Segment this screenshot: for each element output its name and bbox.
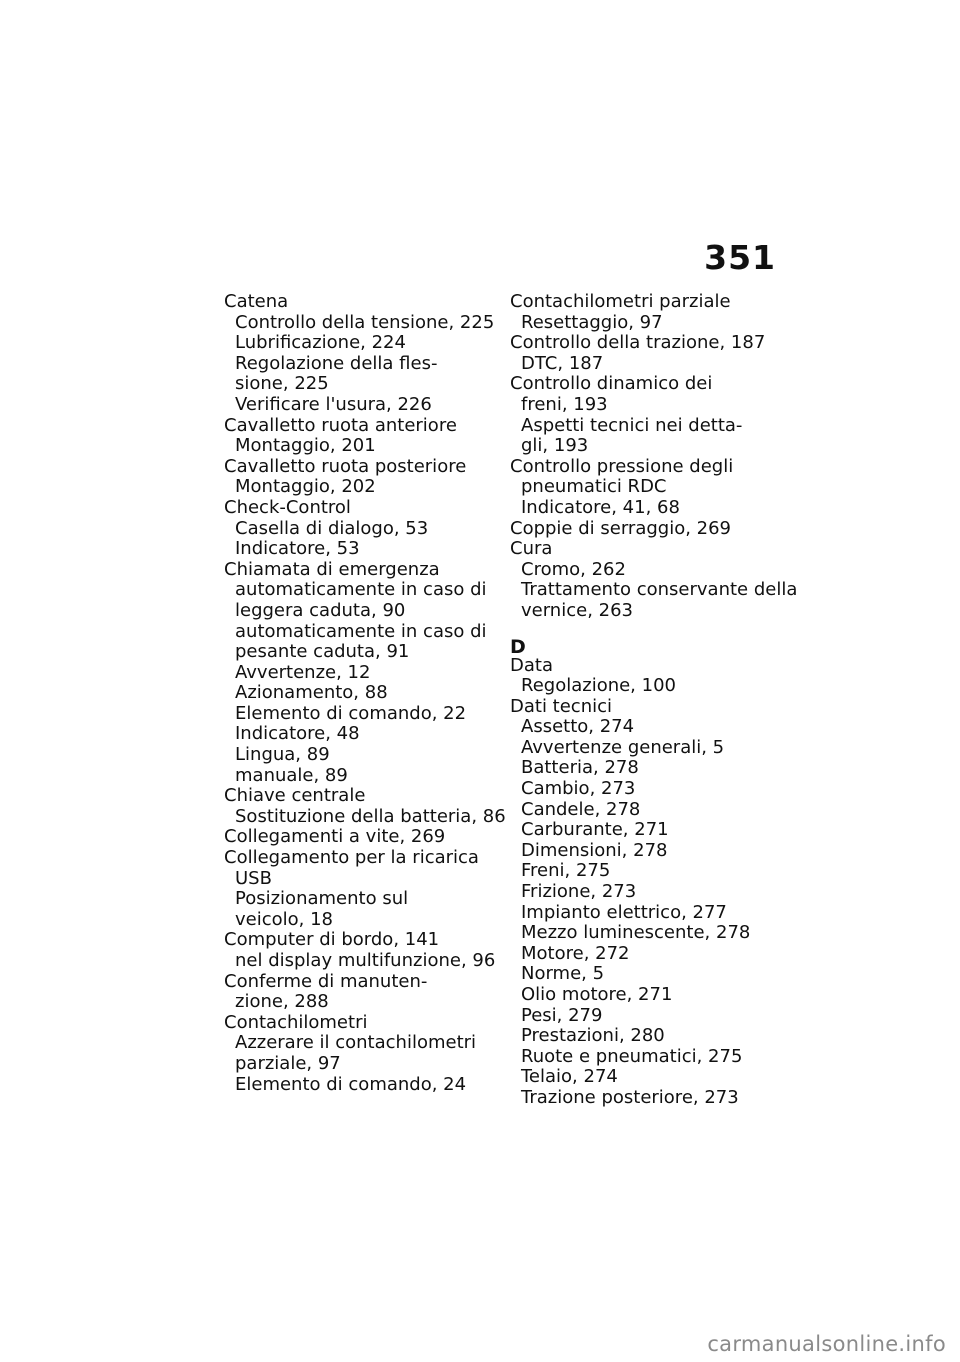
index-subentry: Elemento di comando, 24 (235, 1073, 467, 1095)
index-subentry: Avvertenze, 12 (235, 661, 371, 683)
index-subentry: USB (235, 867, 272, 889)
index-subentry: Prestazioni, 280 (521, 1025, 665, 1047)
index-subentry: veicolo, 18 (235, 908, 333, 930)
index-entry: Contachilometri (224, 1011, 368, 1033)
index-entry: Controllo della trazione, 187 (510, 332, 766, 354)
index-subentry: Trazione posteriore, 273 (521, 1086, 739, 1108)
index-subentry: Assetto, 274 (521, 716, 635, 738)
index-subentry: Freni, 275 (521, 860, 611, 882)
index-entry: Chiamata di emergenza (224, 558, 440, 580)
index-subentry: Controllo della tensione, 225 (235, 311, 495, 333)
index-entry: Cura (510, 538, 553, 560)
index-entry: Data (510, 654, 553, 676)
index-subentry: pneumatici RDC (521, 476, 667, 498)
index-subentry: Pesi, 279 (521, 1004, 603, 1026)
index-subentry: Mezzo luminescente, 278 (521, 922, 751, 944)
index-entry: Conferme di manuten- (224, 970, 428, 992)
index-column-right (510, 291, 798, 1109)
index-letter-heading: D (510, 635, 526, 658)
index-subentry: automaticamente in caso di (235, 579, 487, 601)
index-subentry: gli, 193 (521, 435, 589, 457)
index-entry: Collegamenti a vite, 269 (224, 826, 446, 848)
index-entry: Dati tecnici (510, 695, 613, 717)
index-subentry: Lubrificazione, 224 (235, 332, 406, 354)
index-subentry: DTC, 187 (521, 352, 604, 374)
index-subentry: Azionamento, 88 (235, 682, 388, 704)
index-entry: Controllo pressione degli (510, 455, 734, 477)
index-subentry: Verificare l'usura, 226 (235, 393, 432, 415)
index-subentry: manuale, 89 (235, 764, 348, 786)
index-subentry: Indicatore, 41, 68 (521, 496, 680, 518)
index-entry: Controllo dinamico dei (510, 373, 713, 395)
index-subentry: Ruote e pneumatici, 275 (521, 1045, 743, 1067)
index-entry: Chiave centrale (224, 785, 366, 807)
index-subentry: Impianto elettrico, 277 (521, 901, 727, 923)
index-subentry: freni, 193 (521, 393, 608, 415)
index-subentry: Sostituzione della batteria, 86 (235, 805, 506, 827)
index-subentry: Batteria, 278 (521, 757, 639, 779)
index-subentry: vernice, 263 (521, 599, 633, 621)
index-subentry: Casella di dialogo, 53 (235, 517, 429, 539)
index-subentry: Regolazione, 100 (521, 675, 676, 697)
index-subentry: Lingua, 89 (235, 744, 330, 766)
index-entry: Check-Control (224, 496, 351, 518)
index-subentry: pesante caduta, 91 (235, 641, 410, 663)
index-subentry: Frizione, 273 (521, 881, 637, 903)
index-entry: Cavalletto ruota posteriore (224, 455, 467, 477)
index-subentry: leggera caduta, 90 (235, 599, 406, 621)
index-subentry: Trattamento conservante della (521, 579, 798, 601)
index-subentry: Dimensioni, 278 (521, 839, 668, 861)
index-subentry: Indicatore, 48 (235, 723, 360, 745)
index-entry: Coppie di serraggio, 269 (510, 517, 732, 539)
index-subentry: Regolazione della fles- (235, 352, 438, 374)
index-subentry: Azzerare il contachilometri (235, 1032, 477, 1054)
index-subentry: Montaggio, 201 (235, 435, 376, 457)
index-column-left (224, 292, 504, 1095)
index-subentry: Elemento di comando, 22 (235, 702, 467, 724)
index-subentry: Carburante, 271 (521, 819, 669, 841)
index-subentry: Posizionamento sul (235, 888, 409, 910)
index-subentry: Motore, 272 (521, 942, 630, 964)
index-subentry: Montaggio, 202 (235, 476, 376, 498)
index-subentry: Candele, 278 (521, 798, 641, 820)
index-subentry: Olio motore, 271 (521, 984, 673, 1005)
index-subentry: Cromo, 262 (521, 558, 626, 580)
index-subentry: Indicatore, 53 (235, 538, 360, 560)
index-entry: Cavalletto ruota anteriore (224, 414, 457, 436)
watermark: carmanualsonline.info (707, 1332, 946, 1356)
index-entry: Collegamento per la ricarica (224, 847, 479, 869)
index-subentry: automaticamente in caso di (235, 620, 487, 642)
index-subentry: Norme, 5 (521, 963, 605, 985)
index-subentry: Cambio, 273 (521, 778, 636, 800)
index-subentry: sione, 225 (235, 373, 329, 395)
index-subentry: Aspetti tecnici nei detta- (521, 414, 743, 436)
index-entry: Catena (224, 291, 289, 312)
index-subentry: Telaio, 274 (521, 1066, 618, 1088)
index-subentry: nel display multifunzione, 96 (235, 950, 496, 971)
index-entry: Contachilometri parziale (510, 291, 731, 312)
index-subentry: Avvertenze generali, 5 (521, 736, 725, 758)
index-entry: Computer di bordo, 141 (224, 929, 440, 951)
index-subentry: zione, 288 (235, 991, 329, 1013)
index-subentry: Resettaggio, 97 (521, 311, 663, 333)
page-number: 351 (704, 238, 776, 277)
index-subentry: parziale, 97 (235, 1052, 341, 1074)
